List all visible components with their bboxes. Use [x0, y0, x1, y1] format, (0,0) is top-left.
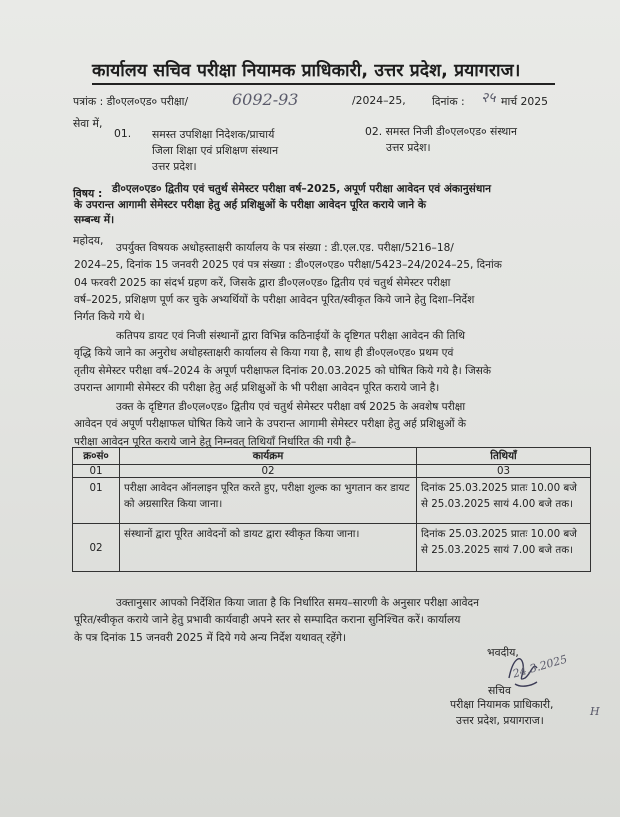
- row-program: संस्थानों द्वारा पूरित आवेदनों को डायट द्वारा स्वीकृत किया जाना।: [120, 524, 417, 572]
- column-number: 03: [417, 465, 591, 478]
- row-dates: दिनांक 25.03.2025 प्रातः 10.00 बजे से 25.03.2025 सायं 7.00 बजे तक।: [417, 524, 591, 572]
- sewa-me: सेवा में,: [73, 117, 103, 130]
- paragraph-line: कतिपय डायट एवं निजी संस्थानों द्वारा विभिन्न कठिनाईयों के दृष्टिगत परीक्षा आवेदन की तिथि: [116, 330, 465, 342]
- table-row: [73, 524, 591, 572]
- signature-date: 24.3.2025: [511, 652, 569, 681]
- initials-mark: H: [590, 705, 600, 718]
- paragraph-line: 04 फरवरी 2025 का संदर्भ ग्रहण करें, जिसके द्वारा डी०एल०एड० द्वितीय एवं चतुर्थ सेमेस्टर परीक्षा: [74, 276, 451, 289]
- date-label: दिनांक :: [432, 95, 465, 108]
- column-number: 01: [73, 465, 120, 478]
- addressee-1-line1: समस्त उपशिक्षा निदेशक/प्राचार्य: [152, 128, 275, 141]
- paragraph-line: वृद्धि किये जाने का अनुरोध अधोहस्ताक्षरी कार्यालय से किया गया है, साथ ही डी०एल०एड० प्रथम एवं: [74, 347, 454, 360]
- table-header-row: [73, 448, 591, 465]
- patrank-year: /2024–25,: [352, 94, 406, 107]
- paragraph-line: पूरित/स्वीकृत कराये जाने हेतु प्रभावी कार्यवाही अपने स्तर से सम्पादित कराना सुनिश्चित करें। कार्यालय: [74, 614, 461, 627]
- schedule-table: [72, 447, 591, 572]
- paragraph-line: तृतीय सेमेस्टर परीक्षा वर्ष–2024 के अपूर्ण परीक्षाफल दिनांक 20.03.2025 को घोषित किये गये है। जिसके: [74, 364, 492, 377]
- paragraph-line: उक्त के दृष्टिगत डी०एल०एड० द्वितीय एवं चतुर्थ सेमेस्टर परीक्षा वर्ष 2025 के अवशेष परीक्षा: [116, 401, 466, 413]
- handwritten-letter-number: 6092-93: [232, 90, 299, 109]
- sachiv: सचिव: [488, 684, 511, 697]
- subject-line: के उपरान्त आगामी सेमेस्टर परीक्षा हेतु अर्ह प्रशिक्षुओं के परीक्षा आवेदन पूरित कराये जाने के: [74, 198, 426, 211]
- paragraph-line: आवेदन एवं अपूर्ण परीक्षाफल घोषित किये जाने के उपरान्त आगामी सेमेस्टर परीक्षा हेतु अर्ह प्रशिक्षुओं के: [74, 418, 467, 431]
- bhavdiya: भवदीय,: [487, 646, 519, 659]
- paragraph-line: के पत्र दिनांक 15 जनवरी 2025 में दिये गये अन्य निर्देश यथावत् रहेंगे।: [74, 631, 346, 644]
- paragraph-line: वर्ष–2025, प्रशिक्षण पूर्ण कर चुके अभ्यर्थियों के परीक्षा आवेदन पूरित/स्वीकृत किये जाने हेतु दिशा–निर्देश: [74, 293, 475, 306]
- subject-line: डी०एल०एड० द्वितीय एवं चतुर्थ सेमेस्टर परीक्षा वर्ष–2025, अपूर्ण परीक्षा आवेदन एवं अंकानुसंधान: [112, 183, 491, 195]
- salutation: महोदय,: [73, 234, 104, 247]
- date-month-year: मार्च 2025: [501, 95, 549, 108]
- paragraph-line: उक्तानुसार आपको निर्देशित किया जाता है कि निर्धारित समय–सारणी के अनुसार परीक्षा आवेदन: [116, 597, 479, 609]
- row-program: परीक्षा आवेदन ऑनलाइन पूरित करते हुए, परीक्षा शुल्क का भुगतान कर डायट को अग्रसारित किया जाना।: [120, 478, 417, 524]
- addressee-1-line2: जिला शिक्षा एवं प्रशिक्षण संस्थान: [152, 144, 279, 157]
- handwritten-date-day: २५: [481, 90, 496, 106]
- paragraph-line: निर्गत किये गये थे।: [74, 311, 145, 324]
- row-dates: दिनांक 25.03.2025 प्रातः 10.00 बजे से 25.03.2025 सायं 4.00 बजे तक।: [417, 478, 591, 524]
- signatory-line-1: परीक्षा नियामक प्राधिकारी,: [450, 698, 554, 711]
- subject-label: विषय :: [73, 187, 103, 200]
- addressee-1-line3: उत्तर प्रदेश।: [152, 160, 197, 173]
- addressee-1-number: 01.: [114, 127, 132, 140]
- paragraph-4: [74, 595, 479, 647]
- column-number: 02: [120, 465, 417, 478]
- header-dates: तिथियाँ: [417, 448, 591, 465]
- title-underline: [92, 83, 555, 85]
- table-row: [73, 478, 591, 524]
- paragraph-1: [74, 240, 502, 326]
- addressee-2-line1: 02. समस्त निजी डी०एल०एड० संस्थान: [365, 125, 518, 138]
- patrank-label: पत्रांक : डी०एल०एड० परीक्षा/: [73, 95, 189, 108]
- row-serial: 01: [73, 478, 120, 524]
- signatory-line-2: उत्तर प्रदेश, प्रयागराज।: [456, 714, 544, 727]
- header-serial: क्र०सं०: [73, 448, 120, 465]
- paragraph-2: [74, 328, 491, 397]
- paragraph-3: [74, 399, 466, 451]
- row-serial: 02: [73, 524, 120, 572]
- paragraph-line: उपर्युक्त विषयक अधोहस्ताक्षरी कार्यालय के पत्र संख्या : डी.एल.एड. परीक्षा/5216–18/: [116, 242, 454, 254]
- table-column-number-row: [73, 465, 591, 478]
- office-title: कार्यालय सचिव परीक्षा नियामक प्राधिकारी, उत्तर प्रदेश, प्रयागराज।: [92, 61, 521, 81]
- addressee-2-line2: उत्तर प्रदेश।: [386, 141, 431, 154]
- header-program: कार्यक्रम: [120, 448, 417, 465]
- subject-line: सम्बन्ध में।: [74, 214, 115, 226]
- paragraph-line: 2024–25, दिनांक 15 जनवरी 2025 एवं पत्र संख्या : डी०एल०एड० परीक्षा/5423–24/2024–25, दिनांक: [74, 259, 502, 272]
- paragraph-line: परीक्षा आवेदन पूरित कराये जाने हेतु निम्नवत् तिथियाँ निर्धारित की गयी है–: [74, 435, 357, 448]
- paragraph-line: उपरान्त आगामी सेमेस्टर की परीक्षा हेतु अर्ह प्रशिक्षुओं के भी परीक्षा आवेदन पूरित कराये जाने है।: [74, 381, 440, 394]
